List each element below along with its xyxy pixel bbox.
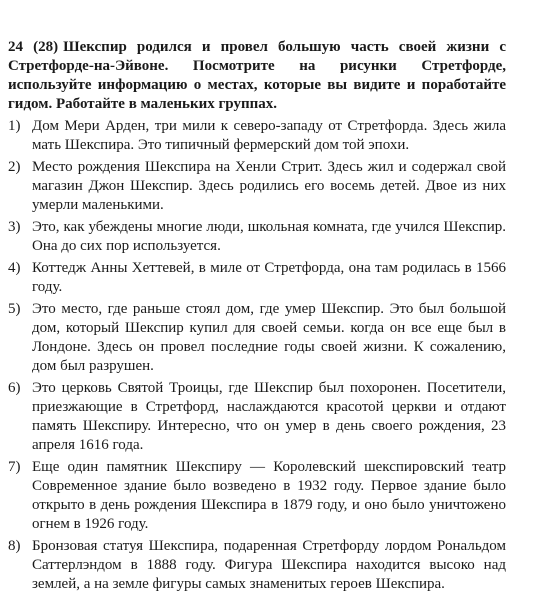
item-number: 6) [8, 380, 21, 396]
list-item [8, 117, 506, 155]
item-number: 4) [8, 260, 21, 276]
task-text: Шекспир родился и провел большую часть своей жизни с Стретфорде-на-Эйвоне. Посмотрите на рисунки Стретфорде, используйте информацию о местах, которые вы видите и поработайте гидом. Работайте в маленьких группах. [8, 39, 506, 112]
item-text: Коттедж Анны Хеттевей, в миле от Стретфорда, она там родилась в 1566 году. [32, 260, 506, 295]
list-item [8, 218, 506, 256]
item-list [8, 117, 506, 594]
item-number: 2) [8, 159, 21, 175]
item-text: Бронзовая статуя Шекспира, подаренная Стретфорду лордом Рональдом Саттерлэндом в 1888 году. Фигура Шекспира находится высоко над землей, а на земле фигуры самых знаменитых героев Шекспира. [32, 538, 506, 592]
list-item [8, 259, 506, 297]
item-text: Место рождения Шекспира на Хенли Стрит. Здесь жил и содержал свой магазин Джон Шекспир. Здесь родились его восемь детей. Двое из них умерли маленькими. [32, 159, 506, 213]
task-number: 24 (28) [8, 39, 59, 55]
textbook-page [8, 38, 506, 597]
item-text: Еще один памятник Шекспиру — Королевский шекспировский театр Современное здание было возведено в 1932 году. Первое здание было открыто в день рождения Шекспира в 1879 году, и оно было уничтожено огнем в 1926 году. [32, 459, 506, 532]
item-number: 7) [8, 459, 21, 475]
list-item [8, 300, 506, 376]
item-text: Это церковь Святой Троицы, где Шекспир был похоронен. Посетители, приезжающие в Стретфорд, наслаждаются красотой церкви и отдают память Шекспиру. Интересно, что он умер в день своего рождения, 23 апреля 1616 года. [32, 380, 506, 453]
task-instruction [8, 38, 506, 114]
list-item [8, 458, 506, 534]
item-number: 8) [8, 538, 21, 554]
item-number: 1) [8, 118, 21, 134]
item-text: Это, как убеждены многие люди, школьная комната, где учился Шекспир. Она до сих пор используется. [32, 219, 506, 254]
list-item [8, 379, 506, 455]
item-text: Это место, где раньше стоял дом, где умер Шекспир. Это был большой дом, который Шекспир купил для своей семьи. когда он все еще был в Лондоне. Здесь он провел последние годы своей жизни. К сожалению, дом был разрушен. [32, 301, 506, 374]
list-item [8, 537, 506, 594]
item-number: 3) [8, 219, 21, 235]
list-item [8, 158, 506, 215]
item-text: Дом Мери Арден, три мили к северо-западу от Стретфорда. Здесь жила мать Шекспира. Это типичный фермерский дом той эпохи. [32, 118, 506, 153]
item-number: 5) [8, 301, 21, 317]
